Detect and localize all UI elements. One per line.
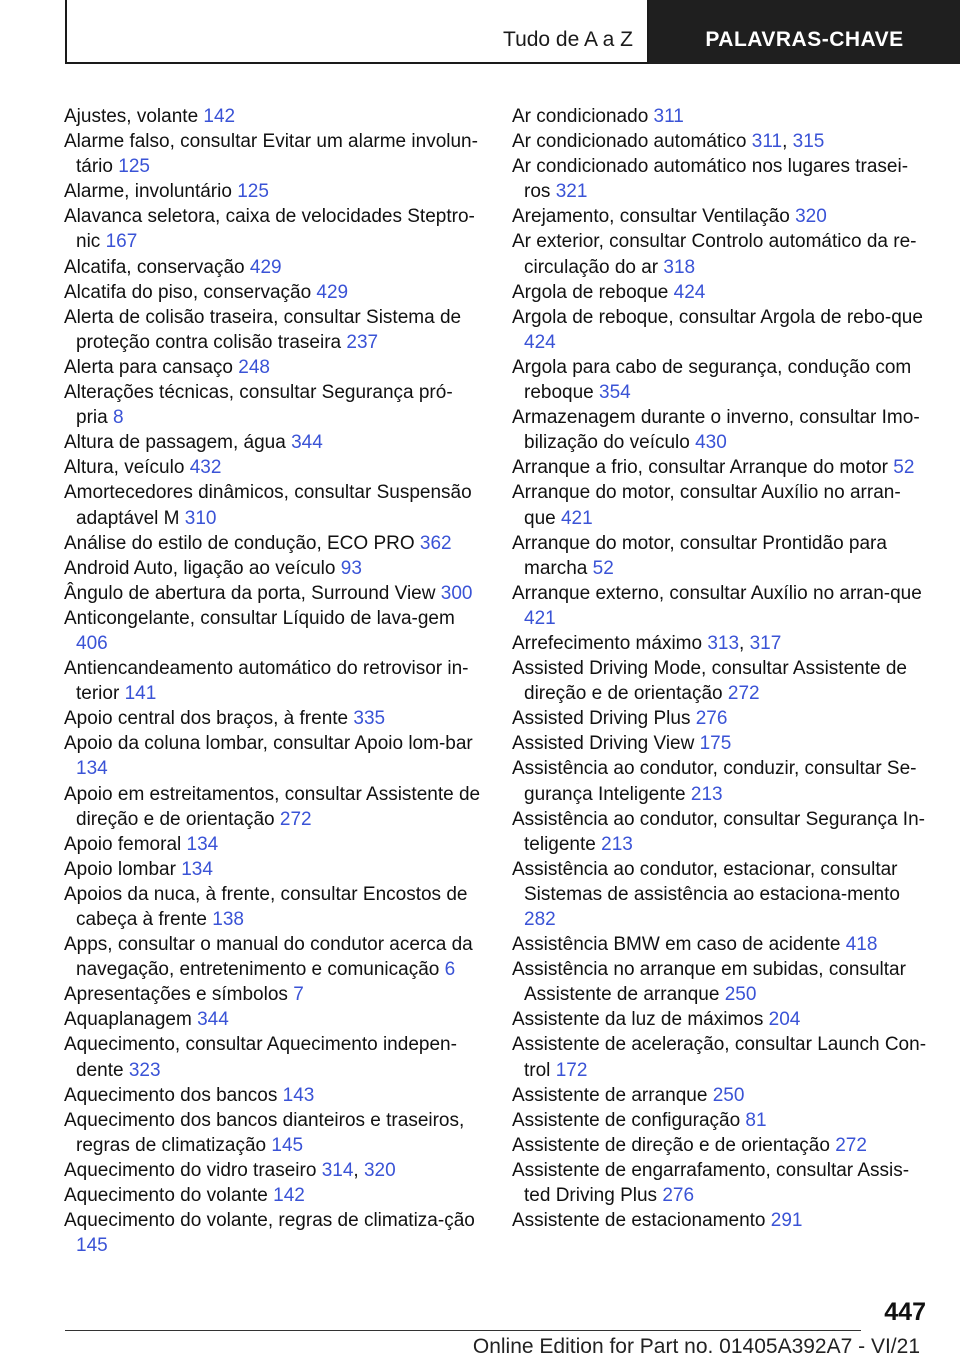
index-entry-text: Apoio da coluna lombar, consultar Apoio lom-bar: [64, 733, 473, 755]
index-entry-text: Apoio central dos braços, à frente: [64, 708, 349, 730]
index-entry-text: Assistente da luz de máximos: [512, 1009, 764, 1031]
page-reference-link[interactable]: 6: [444, 959, 456, 981]
index-entry-text: Apps, consultar o manual do condutor acerca da navegação, entretenimento e comunicação: [64, 934, 473, 981]
index-entry: [512, 807, 930, 857]
page-reference-link[interactable]: 204: [768, 1009, 801, 1031]
page-reference-link[interactable]: 250: [724, 984, 757, 1006]
index-entry: [512, 1007, 930, 1032]
index-entry-text: Altura, veículo: [64, 457, 185, 479]
page-reference-link[interactable]: 142: [203, 106, 236, 127]
page-reference-link[interactable]: 429: [249, 256, 282, 278]
index-entry: [512, 531, 930, 581]
index-entry-text: Armazenagem durante o inverno, consultar Imo-bilização do veículo: [512, 407, 920, 454]
index-entry: [512, 154, 930, 204]
page-reference-link[interactable]: 213: [601, 833, 633, 855]
index-entry-text: Alavanca seletora, caixa de velocidades Steptro-nic: [64, 206, 475, 253]
index-entry-text: Alarme, involuntário: [64, 181, 232, 203]
index-entry: [64, 531, 482, 556]
page-reference-link[interactable]: 282: [524, 909, 556, 930]
index-entry: [64, 255, 482, 280]
index-entry: [64, 1007, 482, 1032]
index-entry: [512, 1133, 930, 1158]
page-reference-link[interactable]: 354: [599, 382, 631, 404]
page-reference-link[interactable]: 172: [555, 1059, 588, 1081]
index-entry: [64, 480, 482, 530]
index-entry-text: Ar exterior, consultar Controlo automático da re-circulação do ar: [512, 231, 917, 278]
index-entry: [64, 280, 482, 305]
index-entry: [64, 430, 482, 455]
index-entry: [64, 305, 482, 355]
index-entry: [64, 581, 482, 606]
index-entry: [64, 706, 482, 731]
page-reference-link[interactable]: 310: [184, 507, 217, 529]
page-reference-link[interactable]: 143: [282, 1084, 315, 1106]
page-reference-link[interactable]: 145: [271, 1134, 304, 1156]
index-entry-text: Amortecedores dinâmicos, consultar Suspensão adaptável M: [64, 482, 472, 529]
index-entry-text: Apoio em estreitamentos, consultar Assistente de direção e de orientação: [64, 783, 481, 830]
page-reference-link[interactable]: 313: [707, 632, 740, 654]
page-reference-link[interactable]: 315: [792, 131, 825, 153]
index-entry-text: Assistente de estacionamento: [512, 1210, 766, 1232]
index-entry-text: Apoio lombar: [64, 858, 176, 880]
index-entry-text: Assistente de arranque: [512, 1084, 708, 1106]
index-entry: [512, 1208, 930, 1233]
index-entry: [512, 1083, 930, 1108]
page-reference-link[interactable]: 276: [662, 1185, 695, 1207]
header-chapter-box: [65, 0, 649, 64]
page-reference-link[interactable]: 145: [76, 1235, 108, 1257]
index-entry-text: Alterações técnicas, consultar Segurança pró-pria: [64, 382, 453, 429]
footer-divider: [65, 1330, 861, 1331]
index-entry: [512, 706, 930, 731]
page-reference-link[interactable]: 250: [712, 1084, 745, 1106]
index-entry-text: Argola de reboque, consultar Argola de rebo-que: [512, 306, 923, 328]
page-reference-link[interactable]: 276: [695, 708, 728, 730]
page-reference-link[interactable]: 7: [293, 984, 304, 1006]
index-entry-text: Argola para cabo de segurança, condução com reboque: [512, 356, 912, 404]
index-entry-text: Aquecimento do volante, regras de climatiza-ção: [64, 1210, 475, 1232]
index-entry-text: Arranque externo, consultar Auxílio no arran-que: [512, 582, 922, 604]
index-entry-text: Alcatifa do piso, conservação: [64, 281, 312, 303]
index-entry-text: Assistente de direção e de orientação: [512, 1134, 830, 1156]
index-entry: [512, 480, 930, 530]
index-entry: [512, 1032, 930, 1082]
index-entry: [64, 731, 482, 781]
index-entry: [512, 405, 930, 455]
page-reference-link[interactable]: 344: [197, 1009, 229, 1031]
page-reference-link[interactable]: 81: [745, 1109, 767, 1131]
index-entry: Aquecimento do vidro traseiro 314, 320: [64, 1159, 396, 1181]
index-column-right: [512, 104, 930, 1233]
index-entry-text: Apoio femoral: [64, 833, 182, 855]
index-entry: [512, 305, 930, 355]
index-entry: [64, 380, 482, 430]
page-reference-link[interactable]: 213: [690, 783, 723, 805]
index-entry: Arrefecimento máximo 313, 317: [512, 632, 782, 654]
index-entry-text: Aquecimento do vidro traseiro: [64, 1159, 317, 1181]
page-reference-link[interactable]: 344: [291, 432, 323, 454]
index-column-left: [64, 104, 482, 1258]
page-reference-link[interactable]: 272: [727, 683, 760, 705]
page-reference-link[interactable]: 52: [893, 457, 915, 479]
index-entry: [64, 355, 482, 380]
index-entry: [512, 581, 930, 631]
footer-edition: Online Edition for Part no. 01405A392A7 - VI/21: [472, 1335, 920, 1358]
index-entry: [64, 1108, 482, 1158]
index-entry-text: Altura de passagem, água: [64, 432, 286, 454]
index-entry: [64, 455, 482, 480]
page-reference-link[interactable]: 138: [212, 909, 244, 930]
index-entry-text: Arrefecimento máximo: [512, 632, 703, 654]
index-entry: [64, 857, 482, 882]
index-entry-text: Assisted Driving View: [512, 733, 695, 755]
index-entry-text: Apoios da nuca, à frente, consultar Encostos de cabeça à frente: [64, 883, 468, 930]
index-entry: [64, 104, 482, 129]
page-reference-link[interactable]: 52: [592, 557, 614, 579]
index-entry-text: Arejamento, consultar Ventilação: [512, 206, 790, 228]
index-entry-text: Alarme falso, consultar Evitar um alarme involun-tário: [64, 131, 478, 178]
chapter-title: Tudo de A a Z: [503, 28, 633, 51]
index-entry: [64, 882, 482, 932]
page-reference-link[interactable]: 320: [795, 206, 827, 228]
page-reference-link[interactable]: 406: [76, 632, 108, 654]
index-entry: [512, 355, 930, 405]
page-reference-link[interactable]: 314: [321, 1159, 354, 1181]
section-tab: PALAVRAS-CHAVE: [649, 0, 960, 64]
index-entry: [64, 832, 482, 857]
page-reference-link[interactable]: 429: [316, 281, 349, 303]
page-reference-link[interactable]: 311: [653, 106, 684, 127]
index-entry: [64, 782, 482, 832]
index-entry-text: Anticongelante, consultar Líquido de lava-gem: [64, 607, 455, 629]
index-entry-text: Alerta para cansaço: [64, 356, 233, 378]
page-reference-link[interactable]: 272: [835, 1134, 867, 1156]
index-entry-text: Ar condicionado: [512, 106, 649, 127]
page-reference-link[interactable]: 8: [112, 407, 124, 429]
index-entry: Ar condicionado automático 311, 315: [512, 131, 825, 153]
index-entry: [64, 606, 482, 656]
index-entry: [64, 1083, 482, 1108]
index-entry: [512, 1108, 930, 1133]
index-entry-text: Assisted Driving Mode, consultar Assistente de direção e de orientação: [512, 658, 907, 705]
page-reference-link[interactable]: 125: [118, 156, 150, 178]
index-entry: [512, 1158, 930, 1208]
index-entry-text: Aquecimento dos bancos: [64, 1084, 278, 1106]
index-entry-text: Assistência ao condutor, consultar Segurança In-teligente: [512, 808, 925, 855]
index-entry-text: Assistência ao condutor, conduzir, consultar Se-gurança Inteligente: [512, 758, 917, 805]
index-entry-text: Assistência BMW em caso de acidente: [512, 934, 841, 956]
index-entry-text: Aquecimento, consultar Aquecimento indepen-dente: [64, 1034, 457, 1081]
index-entry-text: Arranque do motor, consultar Auxílio no arran-que: [512, 482, 901, 529]
index-entry: [64, 179, 482, 204]
page-reference-link[interactable]: 418: [845, 934, 878, 956]
page-reference-link[interactable]: 424: [673, 281, 706, 303]
index-entry-text: Assistência no arranque em subidas, consultar Assistente de arranque: [512, 959, 906, 1006]
index-entry-text: Antiencandeamento automático do retrovisor in-terior: [64, 658, 469, 705]
page-reference-link[interactable]: 300: [440, 582, 473, 604]
page-reference-link[interactable]: 424: [524, 331, 556, 353]
index-entry: [512, 756, 930, 806]
page-reference-link[interactable]: 134: [76, 758, 108, 780]
index-entry: [512, 455, 930, 480]
index-entry-text: Assistência ao condutor, estacionar, consultar Sistemas de assistência ao estaciona-mento: [512, 858, 900, 905]
index-entry: [64, 204, 482, 254]
index-entry-text: Alerta de colisão traseira, consultar Sistema de proteção contra colisão traseira: [64, 306, 462, 353]
page-reference-link[interactable]: 134: [186, 833, 219, 855]
index-entry-text: Assistente de engarrafamento, consultar Assis-ted Driving Plus: [512, 1159, 910, 1207]
index-entry-text: Ângulo de abertura da porta, Surround View: [64, 582, 436, 604]
page-reference-link[interactable]: 142: [273, 1185, 305, 1207]
index-entry: [512, 104, 930, 129]
index-entry: [64, 982, 482, 1007]
page-reference-link[interactable]: 93: [340, 557, 362, 579]
index-entry: [64, 932, 482, 982]
index-entry: [512, 932, 930, 957]
index-entry-text: Alcatifa, conservação: [64, 256, 245, 278]
index-entry: [64, 129, 482, 179]
index-entry: [64, 1208, 482, 1258]
page-reference-link[interactable]: 320: [363, 1159, 396, 1181]
index-entry: [64, 656, 482, 706]
page-reference-link[interactable]: 311: [751, 131, 783, 153]
page-reference-link[interactable]: 421: [524, 607, 556, 629]
page-reference-link[interactable]: 167: [105, 231, 138, 253]
index-entry-text: Arranque a frio, consultar Arranque do motor: [512, 457, 888, 479]
index-entry-text: Ajustes, volante: [64, 106, 199, 127]
page-reference-link[interactable]: 321: [555, 181, 588, 203]
page-number: 447: [884, 1298, 926, 1326]
index-entry-text: Ar condicionado automático: [512, 131, 747, 153]
index-entry: [512, 857, 930, 932]
index-entry: [512, 229, 930, 279]
index-entry-text: Ar condicionado automático nos lugares trasei-ros: [512, 156, 909, 203]
page-reference-link[interactable]: 430: [695, 432, 727, 454]
index-entry-text: Aquecimento dos bancos dianteiros e traseiros, regras de climatização: [64, 1109, 465, 1156]
index-entry: [512, 656, 930, 706]
page-reference-link[interactable]: 432: [189, 457, 222, 479]
index-entry-text: Análise do estilo de condução, ECO PRO: [64, 532, 415, 554]
page-reference-link[interactable]: 318: [663, 256, 696, 278]
index-entry: [64, 1032, 482, 1082]
index-entry: [512, 731, 930, 756]
page-reference-link[interactable]: 317: [749, 632, 782, 654]
page-reference-link[interactable]: 291: [770, 1210, 803, 1232]
index-entry-text: Arranque do motor, consultar Prontidão para marcha: [512, 532, 887, 579]
page-reference-link[interactable]: 141: [124, 683, 157, 705]
page-reference-link[interactable]: 362: [419, 532, 452, 554]
index-entry-text: Aquaplanagem: [64, 1009, 192, 1031]
index-entry: [512, 280, 930, 305]
page-reference-link[interactable]: 125: [237, 181, 269, 203]
index-entry-text: Argola de reboque: [512, 281, 669, 303]
page-reference-link[interactable]: 248: [238, 356, 270, 378]
page-reference-link[interactable]: 272: [279, 808, 312, 830]
index-entry-text: Assisted Driving Plus: [512, 708, 691, 730]
page-reference-link[interactable]: 335: [353, 708, 386, 730]
index-entry: [512, 957, 930, 1007]
index-entry: [512, 204, 930, 229]
index-entry-text: Assistente de configuração: [512, 1109, 741, 1131]
index-entry-text: Android Auto, ligação ao veículo: [64, 557, 336, 579]
index-entry-text: Assistente de aceleração, consultar Launch Con-trol: [512, 1034, 927, 1081]
index-entry-text: Apresentações e símbolos: [64, 984, 288, 1006]
index-entry-text: Aquecimento do volante: [64, 1185, 268, 1207]
page-reference-link[interactable]: 175: [699, 733, 732, 755]
page-reference-link[interactable]: 323: [128, 1059, 161, 1081]
page-reference-link[interactable]: 134: [181, 858, 213, 880]
index-entry: [64, 556, 482, 581]
page-reference-link[interactable]: 421: [560, 507, 593, 529]
index-entry: [64, 1183, 482, 1208]
page-reference-link[interactable]: 237: [346, 331, 379, 353]
